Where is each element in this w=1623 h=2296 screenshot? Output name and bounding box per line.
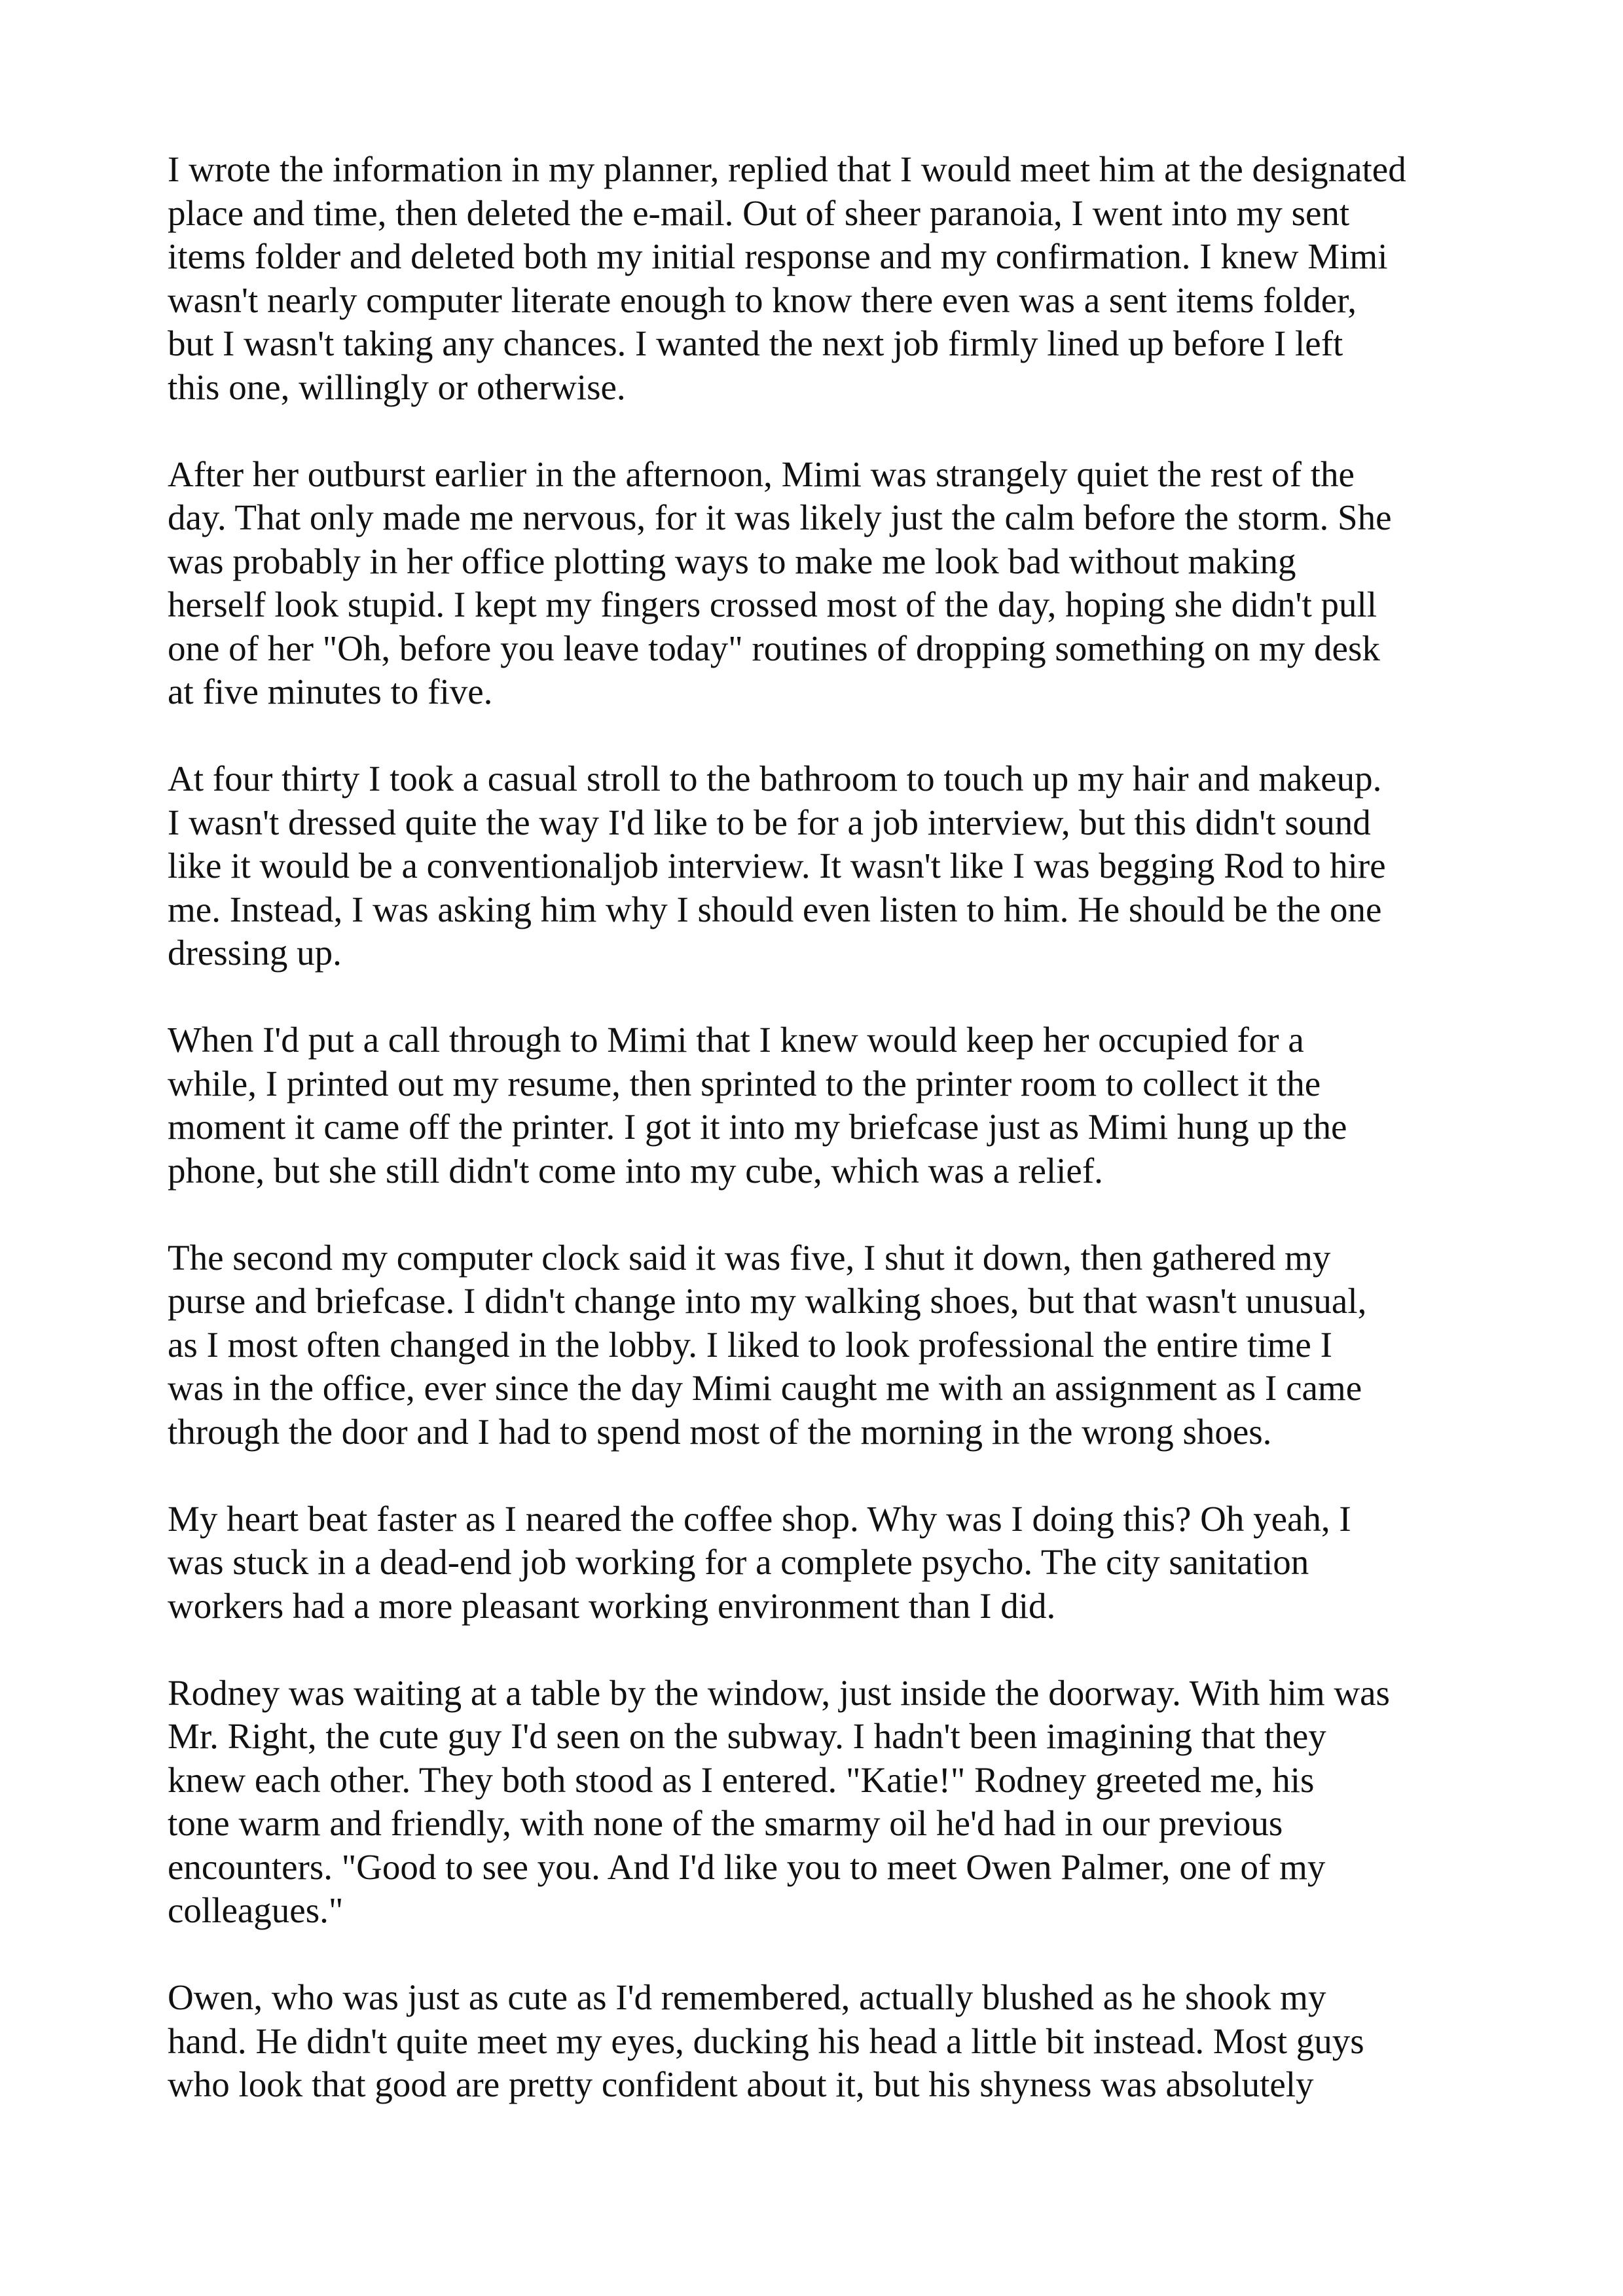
text-line: moment it came off the printer. I got it into my briefcase just as Mimi hung up the xyxy=(168,1107,1347,1147)
text-line: tone warm and friendly, with none of the smarmy oil he'd had in our previous xyxy=(168,1803,1283,1843)
text-line: day. That only made me nervous, for it was likely just the calm before the storm. She xyxy=(168,497,1392,537)
paragraph-6 xyxy=(168,1498,1542,1628)
text-line: place and time, then deleted the e-mail. Out of sheer paranoia, I went into my sent xyxy=(168,192,1350,233)
text-line: dressing up. xyxy=(168,933,342,973)
text-line: colleagues." xyxy=(168,1890,344,1930)
text-line: After her outburst earlier in the afternoon, Mimi was strangely quiet the rest of the xyxy=(168,454,1355,494)
body-text xyxy=(168,148,1542,2150)
text-line: was in the office, ever since the day Mimi caught me with an assignment as I came xyxy=(168,1368,1362,1408)
text-line: I wasn't dressed quite the way I'd like to be for a job interview, but this didn't sound xyxy=(168,802,1371,842)
text-line: encounters. "Good to see you. And I'd like you to meet Owen Palmer, one of my xyxy=(168,1846,1326,1887)
text-line: was probably in her office plotting ways to make me look bad without making xyxy=(168,541,1296,581)
paragraph-8 xyxy=(168,1976,1542,2107)
text-line: Rodney was waiting at a table by the window, just inside the doorway. With him was xyxy=(168,1672,1390,1713)
text-line: herself look stupid. I kept my fingers crossed most of the day, hoping she didn't pull xyxy=(168,584,1377,624)
text-line: wasn't nearly computer literate enough to know there even was a sent items folder, xyxy=(168,279,1357,320)
paragraph-2 xyxy=(168,453,1542,714)
paragraph-3 xyxy=(168,757,1542,975)
text-line: me. Instead, I was asking him why I should even listen to him. He should be the one xyxy=(168,889,1382,929)
text-line: purse and briefcase. I didn't change into my walking shoes, but that wasn't unusual, xyxy=(168,1281,1367,1321)
paragraph-5 xyxy=(168,1236,1542,1454)
text-line: like it would be a conventionaljob interview. It wasn't like I was begging Rod to hire xyxy=(168,846,1386,886)
text-line: I wrote the information in my planner, replied that I would meet him at the designated xyxy=(168,149,1406,189)
text-line: When I'd put a call through to Mimi that I knew would keep her occupied for a xyxy=(168,1020,1304,1060)
text-line: this one, willingly or otherwise. xyxy=(168,367,626,407)
text-line: items folder and deleted both my initial response and my confirmation. I knew Mimi xyxy=(168,236,1388,276)
text-line: as I most often changed in the lobby. I liked to look professional the entire time I xyxy=(168,1324,1332,1365)
text-line: one of her "Oh, before you leave today" routines of dropping something on my desk xyxy=(168,628,1380,668)
text-line: Mr. Right, the cute guy I'd seen on the subway. I hadn't been imagining that they xyxy=(168,1716,1326,1756)
text-line: hand. He didn't quite meet my eyes, ducking his head a little bit instead. Most guys xyxy=(168,2020,1364,2061)
text-line: phone, but she still didn't come into my cube, which was a relief. xyxy=(168,1150,1103,1191)
text-line: The second my computer clock said it was five, I shut it down, then gathered my xyxy=(168,1237,1331,1278)
text-line: was stuck in a dead-end job working for a complete psycho. The city sanitation xyxy=(168,1542,1309,1582)
text-line: at five minutes to five. xyxy=(168,672,493,711)
paragraph-1 xyxy=(168,148,1542,409)
text-line: but I wasn't taking any chances. I wanted the next job firmly lined up before I left xyxy=(168,323,1343,363)
text-line: At four thirty I took a casual stroll to the bathroom to touch up my hair and makeup. xyxy=(168,759,1382,798)
text-line: workers had a more pleasant working environment than I did. xyxy=(168,1585,1056,1626)
text-line: who look that good are pretty confident about it, but his shyness was absolutely xyxy=(168,2064,1314,2104)
text-line: Owen, who was just as cute as I'd remembered, actually blushed as he shook my xyxy=(168,1977,1326,2017)
text-line: while, I printed out my resume, then sprinted to the printer room to collect it the xyxy=(168,1063,1321,1103)
text-line: through the door and I had to spend most of the morning in the wrong shoes. xyxy=(168,1411,1272,1452)
text-line: knew each other. They both stood as I entered. "Katie!" Rodney greeted me, his xyxy=(168,1759,1315,1800)
text-line: My heart beat faster as I neared the coffee shop. Why was I doing this? Oh yeah, I xyxy=(168,1498,1351,1539)
paragraph-4 xyxy=(168,1018,1542,1193)
paragraph-7 xyxy=(168,1672,1542,1933)
